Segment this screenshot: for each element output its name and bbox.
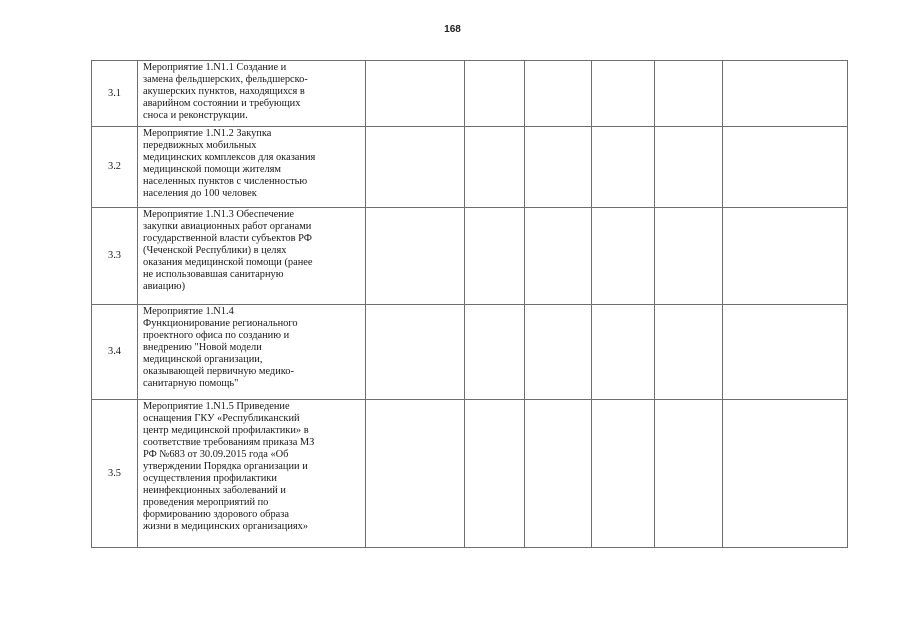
row-number: 3.3 [92, 208, 138, 305]
activity-description [138, 127, 366, 208]
text-line: оснащения ГКУ «Республиканский [143, 413, 300, 424]
activities-table [91, 60, 848, 548]
text-line: передвижных мобильных [143, 140, 257, 151]
page-number: 168 [444, 24, 461, 35]
text-line: авиацию) [143, 281, 186, 292]
empty-cell [723, 400, 848, 548]
empty-cell [723, 305, 848, 400]
text-line: населенных пунктов с численностью [143, 176, 308, 187]
empty-cell [723, 208, 848, 305]
empty-cell [366, 400, 465, 548]
table-row [92, 305, 848, 400]
text-line: жизни в медицинских организациях» [143, 521, 309, 532]
row-number: 3.1 [92, 61, 138, 127]
empty-cell [592, 127, 655, 208]
row-number: 3.5 [92, 400, 138, 548]
row-number: 3.4 [92, 305, 138, 400]
empty-cell [592, 400, 655, 548]
activity-description [138, 61, 366, 127]
empty-cell [465, 208, 525, 305]
empty-cell [366, 61, 465, 127]
empty-cell [525, 127, 592, 208]
text-line: формированию здорового образа [143, 509, 289, 520]
text-line: аварийном состоянии и требующих [143, 98, 301, 109]
text-line: утверждении Порядка организации и [143, 461, 308, 472]
text-line: медицинской помощи жителям [143, 164, 281, 175]
text-line: оказания медицинской помощи (ранее [143, 257, 313, 268]
empty-cell [366, 208, 465, 305]
empty-cell [655, 305, 723, 400]
text-line: внедрению "Новой модели [143, 342, 262, 353]
text-line: медицинских комплексов для оказания [143, 152, 316, 163]
empty-cell [655, 208, 723, 305]
empty-cell [592, 305, 655, 400]
text-line: (Чеченской Республики) в целях [143, 245, 287, 256]
empty-cell [465, 61, 525, 127]
activity-description [138, 305, 366, 400]
table-row [92, 208, 848, 305]
empty-cell [525, 208, 592, 305]
text-line: Мероприятие 1.N1.4 [143, 306, 234, 317]
text-line: центр медицинской профилактики» в [143, 425, 309, 436]
empty-cell [366, 305, 465, 400]
text-line: государственной власти субъектов РФ [143, 233, 312, 244]
empty-cell [525, 61, 592, 127]
empty-cell [465, 400, 525, 548]
empty-cell [465, 305, 525, 400]
empty-cell [366, 127, 465, 208]
empty-cell [655, 61, 723, 127]
text-line: РФ №683 от 30.09.2015 года «Об [143, 449, 289, 460]
empty-cell [723, 127, 848, 208]
text-line: не использовавшая санитарную [143, 269, 284, 280]
table-row [92, 61, 848, 127]
empty-cell [525, 305, 592, 400]
empty-cell [592, 208, 655, 305]
text-line: Мероприятие 1.N1.5 Приведение [143, 401, 290, 412]
empty-cell [655, 127, 723, 208]
text-line: Мероприятие 1.N1.1 Создание и [143, 62, 287, 73]
empty-cell [723, 61, 848, 127]
text-line: осуществления профилактики [143, 473, 277, 484]
text-line: Функционирование регионального [143, 318, 298, 329]
empty-cell [592, 61, 655, 127]
text-line: проектного офиса по созданию и [143, 330, 290, 341]
table-row [92, 127, 848, 208]
text-line: Мероприятие 1.N1.3 Обеспечение [143, 209, 295, 220]
activity-description [138, 208, 366, 305]
text-line: замена фельдшерских, фельдшерско- [143, 74, 308, 85]
empty-cell [655, 400, 723, 548]
text-line: проведения мероприятий по [143, 497, 269, 508]
text-line: санитарную помощь" [143, 378, 239, 389]
text-line: населения до 100 человек [143, 188, 257, 199]
text-line: оказывающей первичную медико- [143, 366, 294, 377]
table-row [92, 400, 848, 548]
text-line: закупки авиационных работ органами [143, 221, 312, 232]
empty-cell [525, 400, 592, 548]
empty-cell [465, 127, 525, 208]
activity-description [138, 400, 366, 548]
text-line: Мероприятие 1.N1.2 Закупка [143, 128, 272, 139]
text-line: медицинской организации, [143, 354, 263, 365]
text-line: соответствие требованиям приказа МЗ [143, 437, 315, 448]
row-number: 3.2 [92, 127, 138, 208]
text-line: акушерских пунктов, находящихся в [143, 86, 305, 97]
text-line: сноса и реконструкции. [143, 110, 248, 121]
text-line: неинфекционных заболеваний и [143, 485, 286, 496]
